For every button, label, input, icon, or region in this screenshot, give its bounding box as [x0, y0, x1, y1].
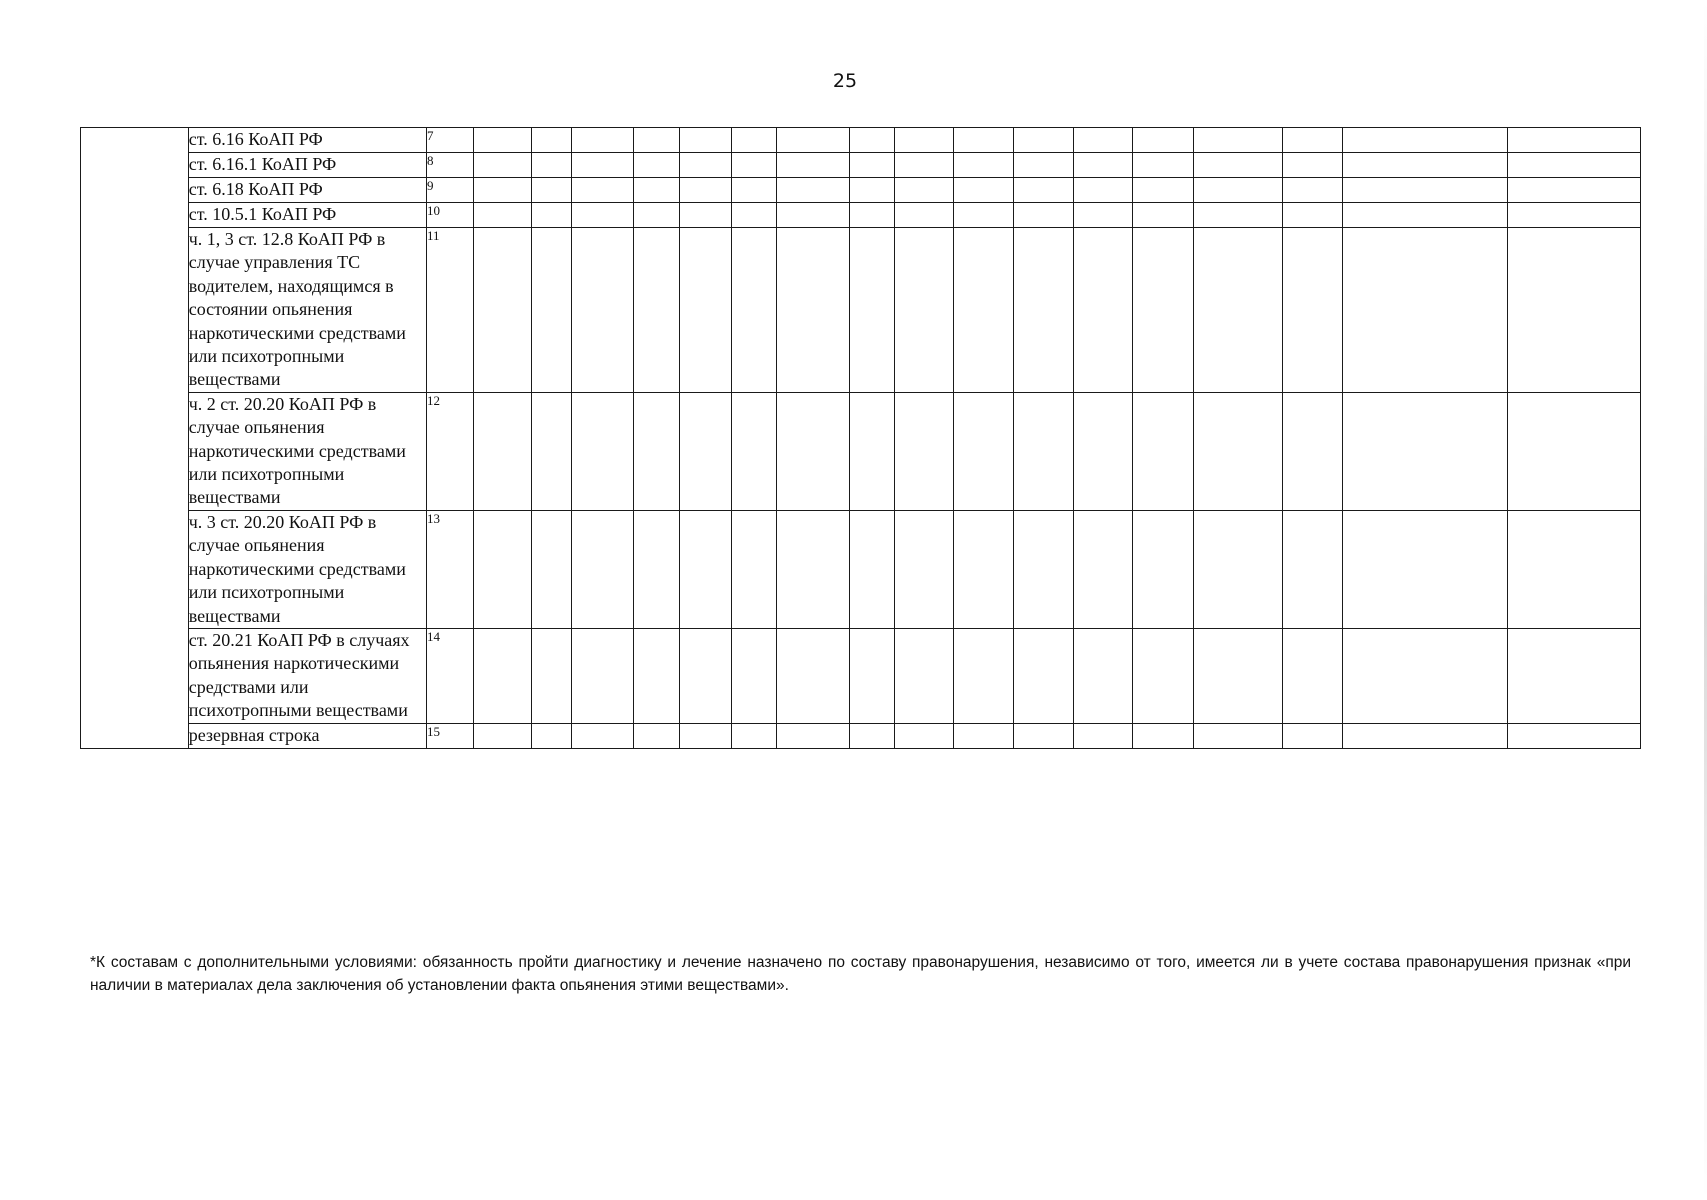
blank-cell	[634, 723, 680, 748]
offense-label: ч. 2 ст. 20.20 КоАП РФ в случае опьянения наркотическими средствами или психотропными веществами	[188, 392, 426, 510]
blank-cell	[1342, 392, 1508, 510]
blank-cell	[849, 723, 895, 748]
blank-cell	[531, 723, 571, 748]
blank-cell	[777, 228, 850, 393]
table-row	[81, 510, 1641, 628]
blank-cell	[473, 128, 531, 153]
blank-cell	[531, 128, 571, 153]
blank-cell	[732, 203, 777, 228]
blank-cell	[473, 228, 531, 393]
blank-cell	[634, 203, 680, 228]
blank-cell	[571, 628, 633, 723]
blank-cell	[777, 392, 850, 510]
blank-cell	[1342, 203, 1508, 228]
table-row	[81, 228, 1641, 393]
table-row	[81, 153, 1641, 178]
blank-cell	[1194, 628, 1283, 723]
blank-cell	[1133, 178, 1194, 203]
blank-cell	[895, 153, 954, 178]
blank-cell	[679, 510, 732, 628]
blank-cell	[634, 510, 680, 628]
blank-cell	[1342, 153, 1508, 178]
blank-cell	[1194, 510, 1283, 628]
blank-cell	[1283, 178, 1342, 203]
blank-cell	[571, 203, 633, 228]
blank-cell	[1342, 228, 1508, 393]
blank-cell	[1014, 510, 1074, 628]
blank-cell	[473, 628, 531, 723]
blank-cell	[531, 392, 571, 510]
blank-cell	[1342, 510, 1508, 628]
blank-cell	[473, 510, 531, 628]
blank-cell	[1133, 628, 1194, 723]
blank-cell	[1014, 723, 1074, 748]
blank-cell	[531, 178, 571, 203]
blank-cell	[679, 203, 732, 228]
blank-cell	[1014, 392, 1074, 510]
row-number: 12	[426, 392, 473, 510]
blank-cell	[679, 153, 732, 178]
blank-cell	[777, 153, 850, 178]
table-row	[81, 178, 1641, 203]
blank-cell	[1194, 203, 1283, 228]
blank-cell	[954, 510, 1014, 628]
blank-cell	[1508, 723, 1641, 748]
blank-cell	[634, 153, 680, 178]
blank-cell	[1508, 153, 1641, 178]
row-number: 10	[426, 203, 473, 228]
blank-cell	[1508, 178, 1641, 203]
blank-cell	[679, 628, 732, 723]
blank-cell	[1074, 228, 1133, 393]
blank-cell	[954, 228, 1014, 393]
blank-cell	[895, 510, 954, 628]
blank-cell	[732, 628, 777, 723]
blank-cell	[777, 723, 850, 748]
blank-cell	[1283, 128, 1342, 153]
blank-cell	[531, 153, 571, 178]
blank-cell	[1508, 228, 1641, 393]
row-number: 9	[426, 178, 473, 203]
blank-cell	[954, 628, 1014, 723]
blank-cell	[849, 153, 895, 178]
blank-cell	[849, 203, 895, 228]
blank-cell	[571, 228, 633, 393]
blank-cell	[895, 128, 954, 153]
row-number: 7	[426, 128, 473, 153]
blank-cell	[531, 628, 571, 723]
blank-cell	[1508, 628, 1641, 723]
blank-cell	[954, 153, 1014, 178]
offense-label: ч. 1, 3 ст. 12.8 КоАП РФ в случае управления ТС водителем, находящимся в состоянии опьянения наркотическими средствами или психотропными веществами	[188, 228, 426, 393]
blank-cell	[1074, 178, 1133, 203]
offense-label: ст. 6.16 КоАП РФ	[188, 128, 426, 153]
blank-cell	[1133, 128, 1194, 153]
table-body	[81, 128, 1641, 749]
row-number: 14	[426, 628, 473, 723]
blank-cell	[732, 128, 777, 153]
blank-cell	[954, 178, 1014, 203]
blank-cell	[1194, 228, 1283, 393]
blank-cell	[1283, 510, 1342, 628]
blank-cell	[777, 178, 850, 203]
blank-cell	[732, 153, 777, 178]
blank-cell	[777, 510, 850, 628]
offense-label: ст. 10.5.1 КоАП РФ	[188, 203, 426, 228]
blank-cell	[679, 228, 732, 393]
blank-cell	[1342, 128, 1508, 153]
blank-cell	[895, 178, 954, 203]
blank-cell	[732, 178, 777, 203]
blank-cell	[849, 178, 895, 203]
blank-cell	[895, 628, 954, 723]
offense-label: ст. 6.16.1 КоАП РФ	[188, 153, 426, 178]
blank-cell	[849, 392, 895, 510]
blank-cell	[954, 203, 1014, 228]
table-row	[81, 203, 1641, 228]
table-row	[81, 128, 1641, 153]
blank-cell	[732, 228, 777, 393]
blank-cell	[571, 510, 633, 628]
blank-cell	[571, 392, 633, 510]
blank-cell	[571, 178, 633, 203]
blank-cell	[1342, 628, 1508, 723]
blank-cell	[849, 510, 895, 628]
blank-cell	[1133, 153, 1194, 178]
blank-cell	[634, 128, 680, 153]
blank-cell	[777, 203, 850, 228]
blank-cell	[1074, 128, 1133, 153]
footnote: *К составам с дополнительными условиями: обязанность пройти диагностику и лечение назначено по составу правонарушения, независимо от того, имеется ли в учете состава правонарушения признак «при наличии в материалах дела заключения об установлении факта опьянения этими веществами».	[90, 954, 1631, 994]
blank-cell	[1014, 178, 1074, 203]
blank-cell	[777, 128, 850, 153]
blank-cell	[1074, 203, 1133, 228]
blank-cell	[732, 510, 777, 628]
blank-cell	[1133, 392, 1194, 510]
blank-cell	[473, 392, 531, 510]
blank-cell	[1014, 203, 1074, 228]
blank-cell	[571, 128, 633, 153]
blank-cell	[895, 392, 954, 510]
offense-label: ч. 3 ст. 20.20 КоАП РФ в случае опьянения наркотическими средствами или психотропными веществами	[188, 510, 426, 628]
blank-cell	[1074, 392, 1133, 510]
offense-label: ст. 20.21 КоАП РФ в случаях опьянения наркотическими средствами или психотропными веществами	[188, 628, 426, 723]
table-row	[81, 723, 1641, 748]
blank-cell	[1074, 628, 1133, 723]
blank-cell	[1194, 128, 1283, 153]
blank-cell	[1074, 153, 1133, 178]
row-number: 8	[426, 153, 473, 178]
blank-cell	[1014, 153, 1074, 178]
blank-cell	[571, 153, 633, 178]
blank-cell	[473, 153, 531, 178]
blank-cell	[1194, 392, 1283, 510]
blank-cell	[732, 392, 777, 510]
blank-cell	[1508, 203, 1641, 228]
blank-cell	[849, 128, 895, 153]
table-row	[81, 392, 1641, 510]
blank-cell	[849, 228, 895, 393]
offense-register-table	[80, 127, 1641, 749]
blank-cell	[1133, 510, 1194, 628]
blank-cell	[1283, 203, 1342, 228]
row-number: 15	[426, 723, 473, 748]
table-row	[81, 628, 1641, 723]
row-number: 11	[426, 228, 473, 393]
blank-cell	[1283, 153, 1342, 178]
blank-cell	[1133, 228, 1194, 393]
blank-cell	[954, 128, 1014, 153]
blank-cell	[1283, 628, 1342, 723]
blank-cell	[531, 203, 571, 228]
blank-cell	[473, 723, 531, 748]
blank-cell	[895, 228, 954, 393]
blank-cell	[777, 628, 850, 723]
blank-cell	[679, 128, 732, 153]
blank-cell	[634, 228, 680, 393]
blank-cell	[1133, 203, 1194, 228]
blank-cell	[1194, 153, 1283, 178]
blank-cell	[1508, 510, 1641, 628]
blank-cell	[1283, 392, 1342, 510]
blank-cell	[1014, 628, 1074, 723]
blank-cell	[1283, 723, 1342, 748]
blank-cell	[1074, 723, 1133, 748]
blank-cell	[679, 723, 732, 748]
blank-cell	[1014, 228, 1074, 393]
blank-cell	[531, 510, 571, 628]
row-number: 13	[426, 510, 473, 628]
blank-cell	[473, 178, 531, 203]
blank-cell	[849, 628, 895, 723]
blank-cell	[1194, 178, 1283, 203]
blank-cell	[634, 392, 680, 510]
blank-cell	[679, 178, 732, 203]
blank-cell	[1014, 128, 1074, 153]
blank-cell	[634, 628, 680, 723]
blank-cell	[1508, 392, 1641, 510]
blank-cell	[1342, 178, 1508, 203]
blank-cell	[634, 178, 680, 203]
blank-cell	[1133, 723, 1194, 748]
blank-cell	[473, 203, 531, 228]
blank-cell	[895, 203, 954, 228]
blank-cell	[1194, 723, 1283, 748]
blank-cell	[1283, 228, 1342, 393]
offense-label: резервная строка	[188, 723, 426, 748]
blank-cell	[1508, 128, 1641, 153]
blank-cell	[954, 723, 1014, 748]
blank-cell	[1342, 723, 1508, 748]
offense-label: ст. 6.18 КоАП РФ	[188, 178, 426, 203]
blank-cell	[895, 723, 954, 748]
group-cell	[81, 128, 189, 749]
blank-cell	[732, 723, 777, 748]
page-number: 25	[832, 70, 858, 92]
blank-cell	[954, 392, 1014, 510]
blank-cell	[1074, 510, 1133, 628]
blank-cell	[679, 392, 732, 510]
blank-cell	[531, 228, 571, 393]
blank-cell	[571, 723, 633, 748]
